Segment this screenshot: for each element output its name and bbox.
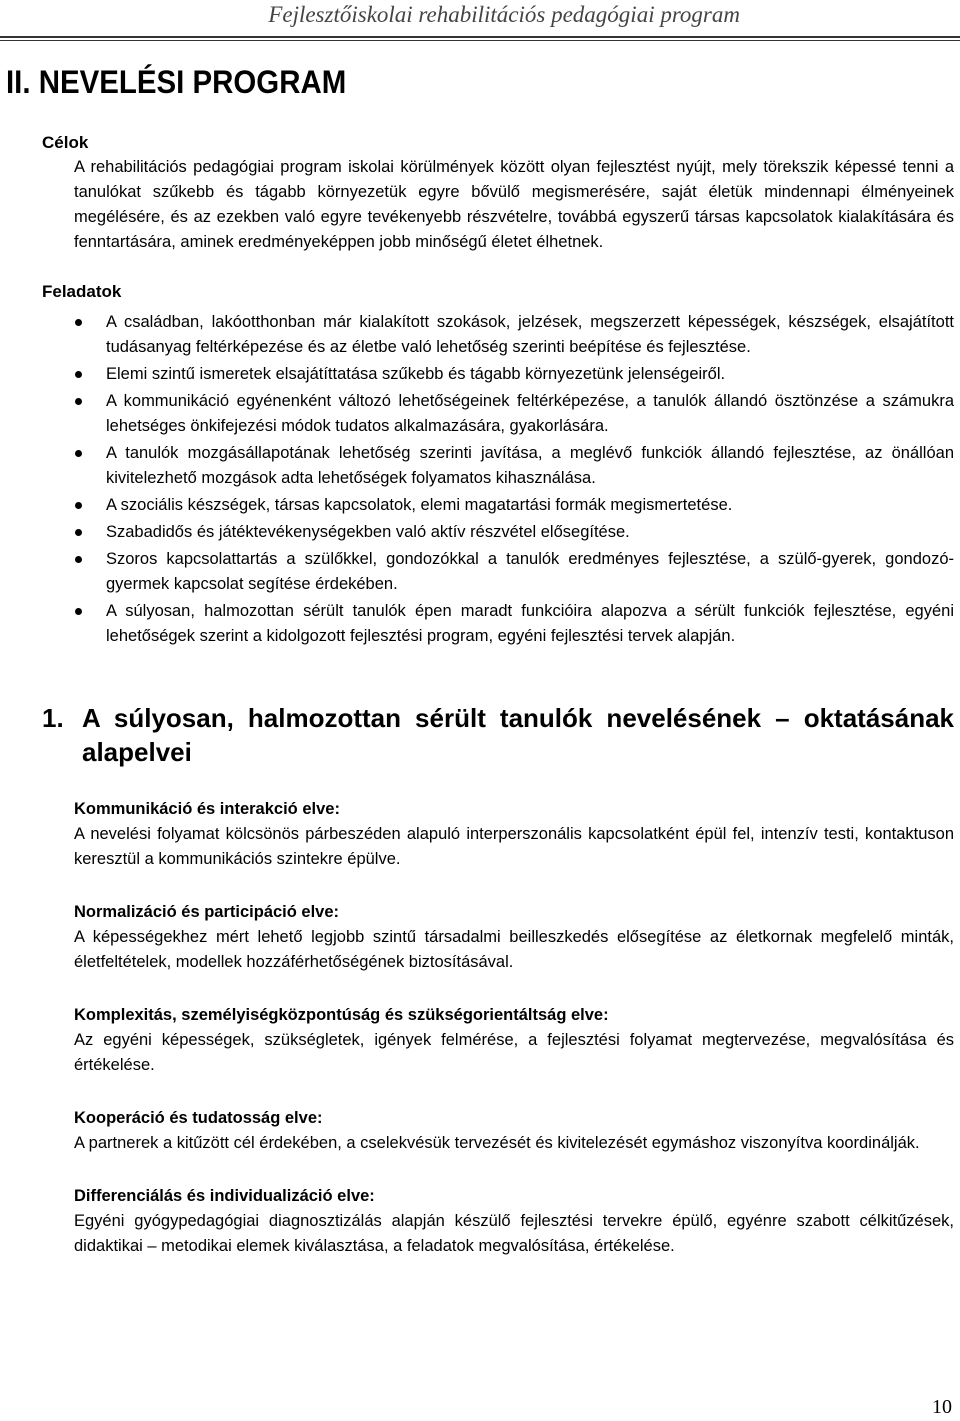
header-rule-thin — [0, 40, 960, 41]
task-text: Szabadidős és játéktevékenységekben való aktív részvétel elősegítése. — [106, 523, 630, 541]
principle-block — [74, 1106, 954, 1156]
principle-text: A képességekhez mért lehető legjobb szintű társadalmi beilleszkedés elősegítése az életkornak megfelelő minták, életfeltételek, modellek hozzáférhetőségének biztosításával. — [74, 928, 954, 971]
bullet-icon — [75, 319, 82, 326]
list-item — [42, 547, 954, 597]
section-number: 1. — [42, 703, 64, 733]
page-number: 10 — [932, 1396, 952, 1418]
main-title: II. NEVELÉSI PROGRAM — [6, 64, 347, 100]
header-rule-thick — [0, 36, 960, 38]
task-text: Elemi szintű ismeretek elsajátíttatása szűkebb és tágabb környezetünk jelenségeiről. — [106, 365, 726, 383]
principle-block — [74, 900, 954, 975]
bullet-icon — [75, 502, 82, 509]
document-body — [42, 130, 954, 1259]
list-item — [42, 441, 954, 491]
tasks-heading: Feladatok — [42, 282, 122, 301]
bullet-icon — [75, 529, 82, 536]
principle-text: Egyéni gyógypedagógiai diagnosztizálás alapján készülő fejlesztési tervekre épülő, egyénre szabott célkitűzések, didaktikai – metodikai elemek kiválasztása, a feladatok megvalósítása, értékelése. — [74, 1212, 954, 1255]
principle-text: A nevelési folyamat kölcsönös párbeszéden alapuló interperszonális kapcsolatként épül fel, intenzív testi, kontaktuson keresztül a kommunikációs szintekre épülve. — [74, 825, 954, 868]
tasks-list — [42, 310, 954, 649]
list-item — [42, 599, 954, 649]
section-title: A súlyosan, halmozottan sérült tanulók nevelésének – oktatásának alapelvei — [82, 703, 954, 767]
running-header-title: Fejlesztőiskolai rehabilitációs pedagógiai program — [268, 2, 740, 27]
principle-block — [74, 797, 954, 872]
principle-text: Az egyéni képességek, szükségletek, igények felmérése, a fejlesztési folyamat megtervezése, megvalósítása és értékelése. — [74, 1031, 954, 1074]
principle-text: A partnerek a kitűzött cél érdekében, a cselekvésük tervezését és kivitelezését egymáshoz viszonyítva koordinálják. — [74, 1134, 920, 1152]
list-item — [42, 389, 954, 439]
bullet-icon — [75, 371, 82, 378]
task-text: Szoros kapcsolattartás a szülőkkel, gondozókkal a tanulók eredményes fejlesztése, a szülő-gyerek, gondozó-gyermek kapcsolat segítése érdekében. — [106, 550, 954, 593]
task-text: A kommunikáció egyénenként változó lehetőségeinek feltérképezése, a tanulók állandó ösztönzése a számukra lehetséges önkifejezési módok tudatos alkalmazására, gyakorlására. — [106, 392, 954, 435]
list-item — [42, 520, 954, 545]
bullet-icon — [75, 608, 82, 615]
bullet-icon — [75, 556, 82, 563]
principle-block — [74, 1184, 954, 1259]
principle-title: Differenciálás és individualizáció elve: — [74, 1187, 375, 1205]
task-text: A tanulók mozgásállapotának lehetőség szerinti javítása, a meglévő funkciók állandó fejlesztése, az önállóan kivitelezhető mozgások adta lehetőségek folyamatos kihasználása. — [106, 444, 954, 487]
goals-text: A rehabilitációs pedagógiai program iskolai körülmények között olyan fejlesztést nyújt, mely törekszik képessé tenni a tanulókat szűkebb és tágabb környezetük egyre bővülő megismerésére, saját életük mindennapi élményeinek megélésére, és az ezekben való egyre tevékenyebb részvételre, továbbá egyszerű társas kapcsolatok kialakítására és fenntartására, aminek eredményeképpen jobb minőségű életet élhetnek. — [74, 158, 954, 251]
list-item — [42, 310, 954, 360]
goals-heading: Célok — [42, 133, 89, 152]
bullet-icon — [75, 450, 82, 457]
list-item — [42, 493, 954, 518]
section-heading — [42, 701, 954, 769]
page-header — [0, 0, 960, 40]
task-text: A családban, lakóotthonban már kialakított szokások, jelzések, megszerzett képességek, készségek, elsajátított tudásanyag feltérképezése és az életbe való lehetőség szerinti beépítése és fejlesztése. — [106, 313, 954, 356]
principle-title: Komplexitás, személyiségközpontúság és szükségorientáltság elve: — [74, 1006, 609, 1024]
list-item — [42, 362, 954, 387]
bullet-icon — [75, 398, 82, 405]
task-text: A súlyosan, halmozottan sérült tanulók épen maradt funkcióira alapozva a sérült funkciók fejlesztése, egyéni lehetőségek szerint a kidolgozott fejlesztési program, egyéni fejlesztési tervek alapján. — [106, 602, 954, 645]
principle-title: Kooperáció és tudatosság elve: — [74, 1109, 323, 1127]
task-text: A szociális készségek, társas kapcsolatok, elemi magatartási formák megismertetése. — [106, 496, 733, 514]
principle-title: Normalizáció és participáció elve: — [74, 903, 340, 921]
principle-title: Kommunikáció és interakció elve: — [74, 800, 340, 818]
principle-block — [74, 1003, 954, 1078]
